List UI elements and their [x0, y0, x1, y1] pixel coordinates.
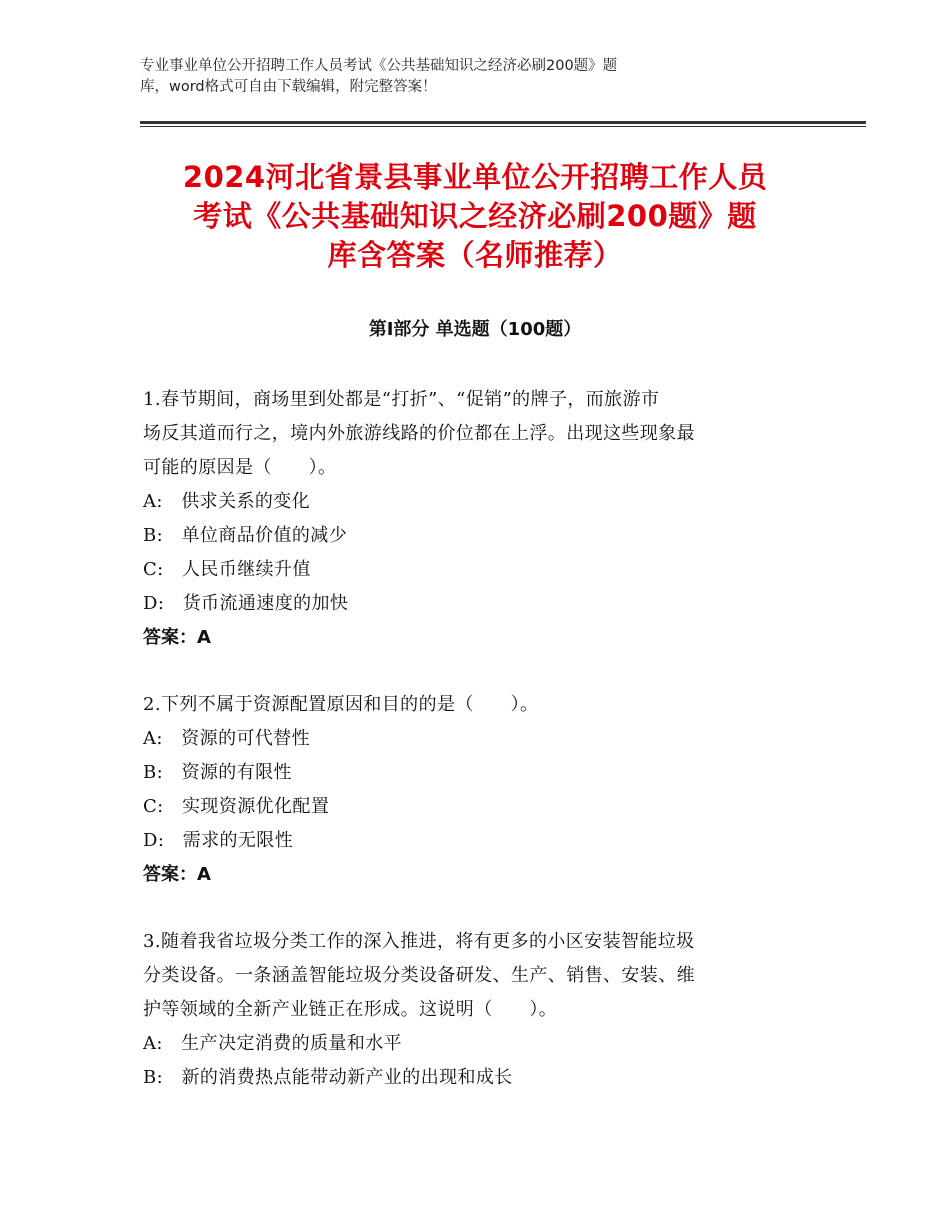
option-c: C: 实现资源优化配置	[143, 796, 330, 817]
header-note	[140, 56, 780, 98]
answer: 答案：A	[143, 864, 211, 885]
option-a: A: 生产决定消费的质量和水平	[143, 1033, 403, 1054]
title-line: 库含答案（名师推荐）	[327, 238, 623, 272]
question-stem-line: 2.下列不属于资源配置原因和目的的是（ ）。	[143, 694, 539, 715]
header-note-line: 专业事业单位公开招聘工作人员考试《公共基础知识之经济必刷200题》题	[140, 58, 618, 74]
option-c: C: 人民币继续升值	[143, 559, 311, 580]
question-2	[143, 688, 813, 892]
header-note-line: 库，word格式可自由下载编辑，附完整答案！	[140, 79, 437, 95]
question-stem-line: 3.随着我省垃圾分类工作的深入推进，将有更多的小区安装智能垃圾	[143, 931, 695, 952]
section-title: 第Ⅰ部分 单选题（100题）	[368, 319, 582, 340]
question-list	[143, 383, 813, 1128]
document-title	[100, 158, 850, 275]
option-a: A: 资源的可代替性	[143, 728, 311, 749]
option-b: B: 单位商品价值的减少	[143, 525, 348, 546]
option-b: B: 新的消费热点能带动新产业的出现和成长	[143, 1067, 513, 1088]
question-stem-line: 场反其道而行之，境内外旅游线路的价位都在上浮。出现这些现象最	[143, 423, 695, 444]
question-stem-line: 护等领域的全新产业链正在形成。这说明（ ）。	[143, 999, 558, 1020]
question-1	[143, 383, 813, 655]
question-stem-line: 可能的原因是（ ）。	[143, 457, 337, 478]
option-d: D: 需求的无限性	[143, 830, 294, 851]
option-a: A: 供求关系的变化	[143, 491, 311, 512]
question-stem-line: 1.春节期间，商场里到处都是“打折”、“促销”的牌子，而旅游市	[143, 389, 660, 410]
question-stem-line: 分类设备。一条涵盖智能垃圾分类设备研发、生产、销售、安装、维	[143, 965, 695, 986]
option-d: D: 货币流通速度的加快	[143, 593, 349, 614]
title-line: 考试《公共基础知识之经济必刷200题》题	[193, 199, 757, 233]
header-rule-thin	[140, 126, 866, 127]
answer: 答案：A	[143, 627, 211, 648]
header-rule-thick	[140, 121, 866, 124]
option-b: B: 资源的有限性	[143, 762, 292, 783]
title-line: 2024河北省景县事业单位公开招聘工作人员	[182, 160, 768, 194]
question-3	[143, 925, 813, 1095]
